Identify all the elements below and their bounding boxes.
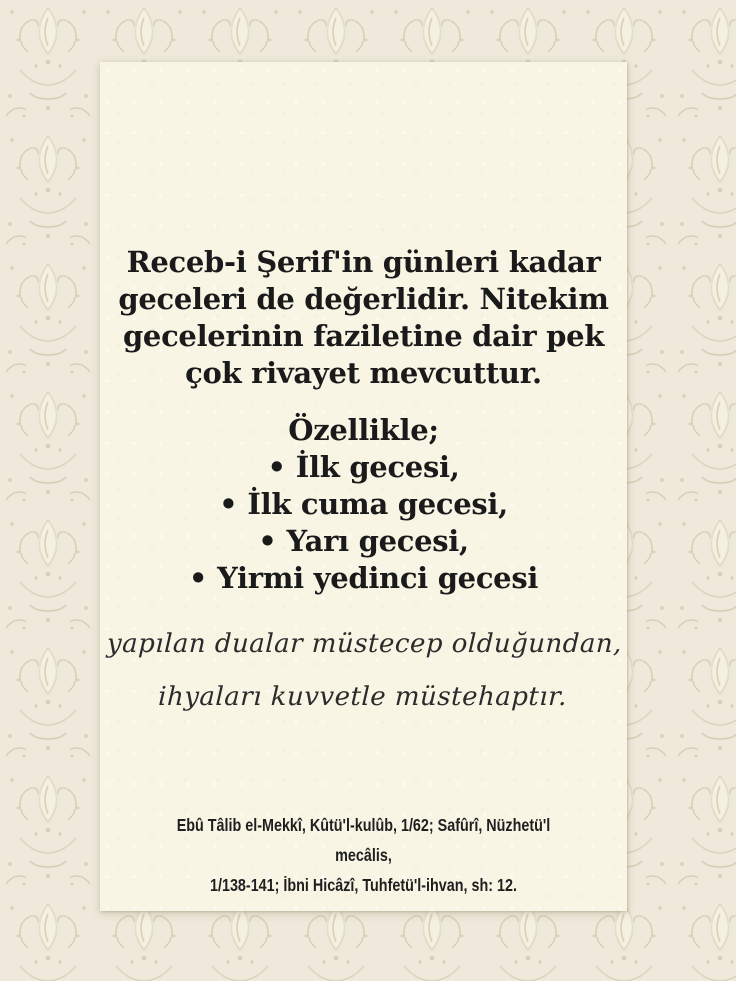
source-citation bbox=[147, 810, 579, 900]
script-line: ihyaları kuvvetle müstehaptır. bbox=[157, 682, 568, 712]
list-item bbox=[100, 486, 627, 523]
bullet-icon: • bbox=[267, 450, 286, 484]
list-item-label: Yirmi yedinci gecesi bbox=[217, 561, 539, 595]
bullet-icon: • bbox=[258, 524, 277, 558]
list-item-label: İlk cuma gecesi, bbox=[247, 487, 508, 521]
citation-line: Ebû Tâlib el-Mekkî, Kûtü'l-kulûb, 1/62; Safûrî, Nüzhetü'l mecâlis, bbox=[176, 815, 551, 865]
list-item-label: İlk gecesi, bbox=[295, 450, 460, 484]
list-item bbox=[100, 449, 627, 486]
list-item-label: Yarı gecesi, bbox=[286, 524, 469, 558]
main-paragraph bbox=[100, 244, 627, 392]
quote-card bbox=[100, 62, 627, 911]
list-item bbox=[100, 560, 627, 597]
script-line: yapılan dualar müstecep olduğundan, bbox=[106, 629, 623, 659]
bullet-icon: • bbox=[188, 561, 208, 595]
citation-line: 1/138-141; İbni Hicâzî, Tuhfetü'l-ihvan, sh: 12. bbox=[210, 875, 517, 895]
nights-list bbox=[100, 412, 627, 597]
script-annotation bbox=[98, 618, 629, 724]
paragraph-line: gecelerinin faziletine dair pek bbox=[122, 319, 605, 353]
bullet-icon: • bbox=[219, 487, 238, 521]
paragraph-line: Receb-i Şerif'in günleri kadar bbox=[126, 245, 601, 279]
list-header: Özellikle; bbox=[288, 413, 439, 447]
paragraph-line: çok rivayet mevcuttur. bbox=[185, 356, 542, 390]
list-item bbox=[100, 523, 627, 560]
paragraph-line: geceleri de değerlidir. Nitekim bbox=[118, 282, 609, 316]
